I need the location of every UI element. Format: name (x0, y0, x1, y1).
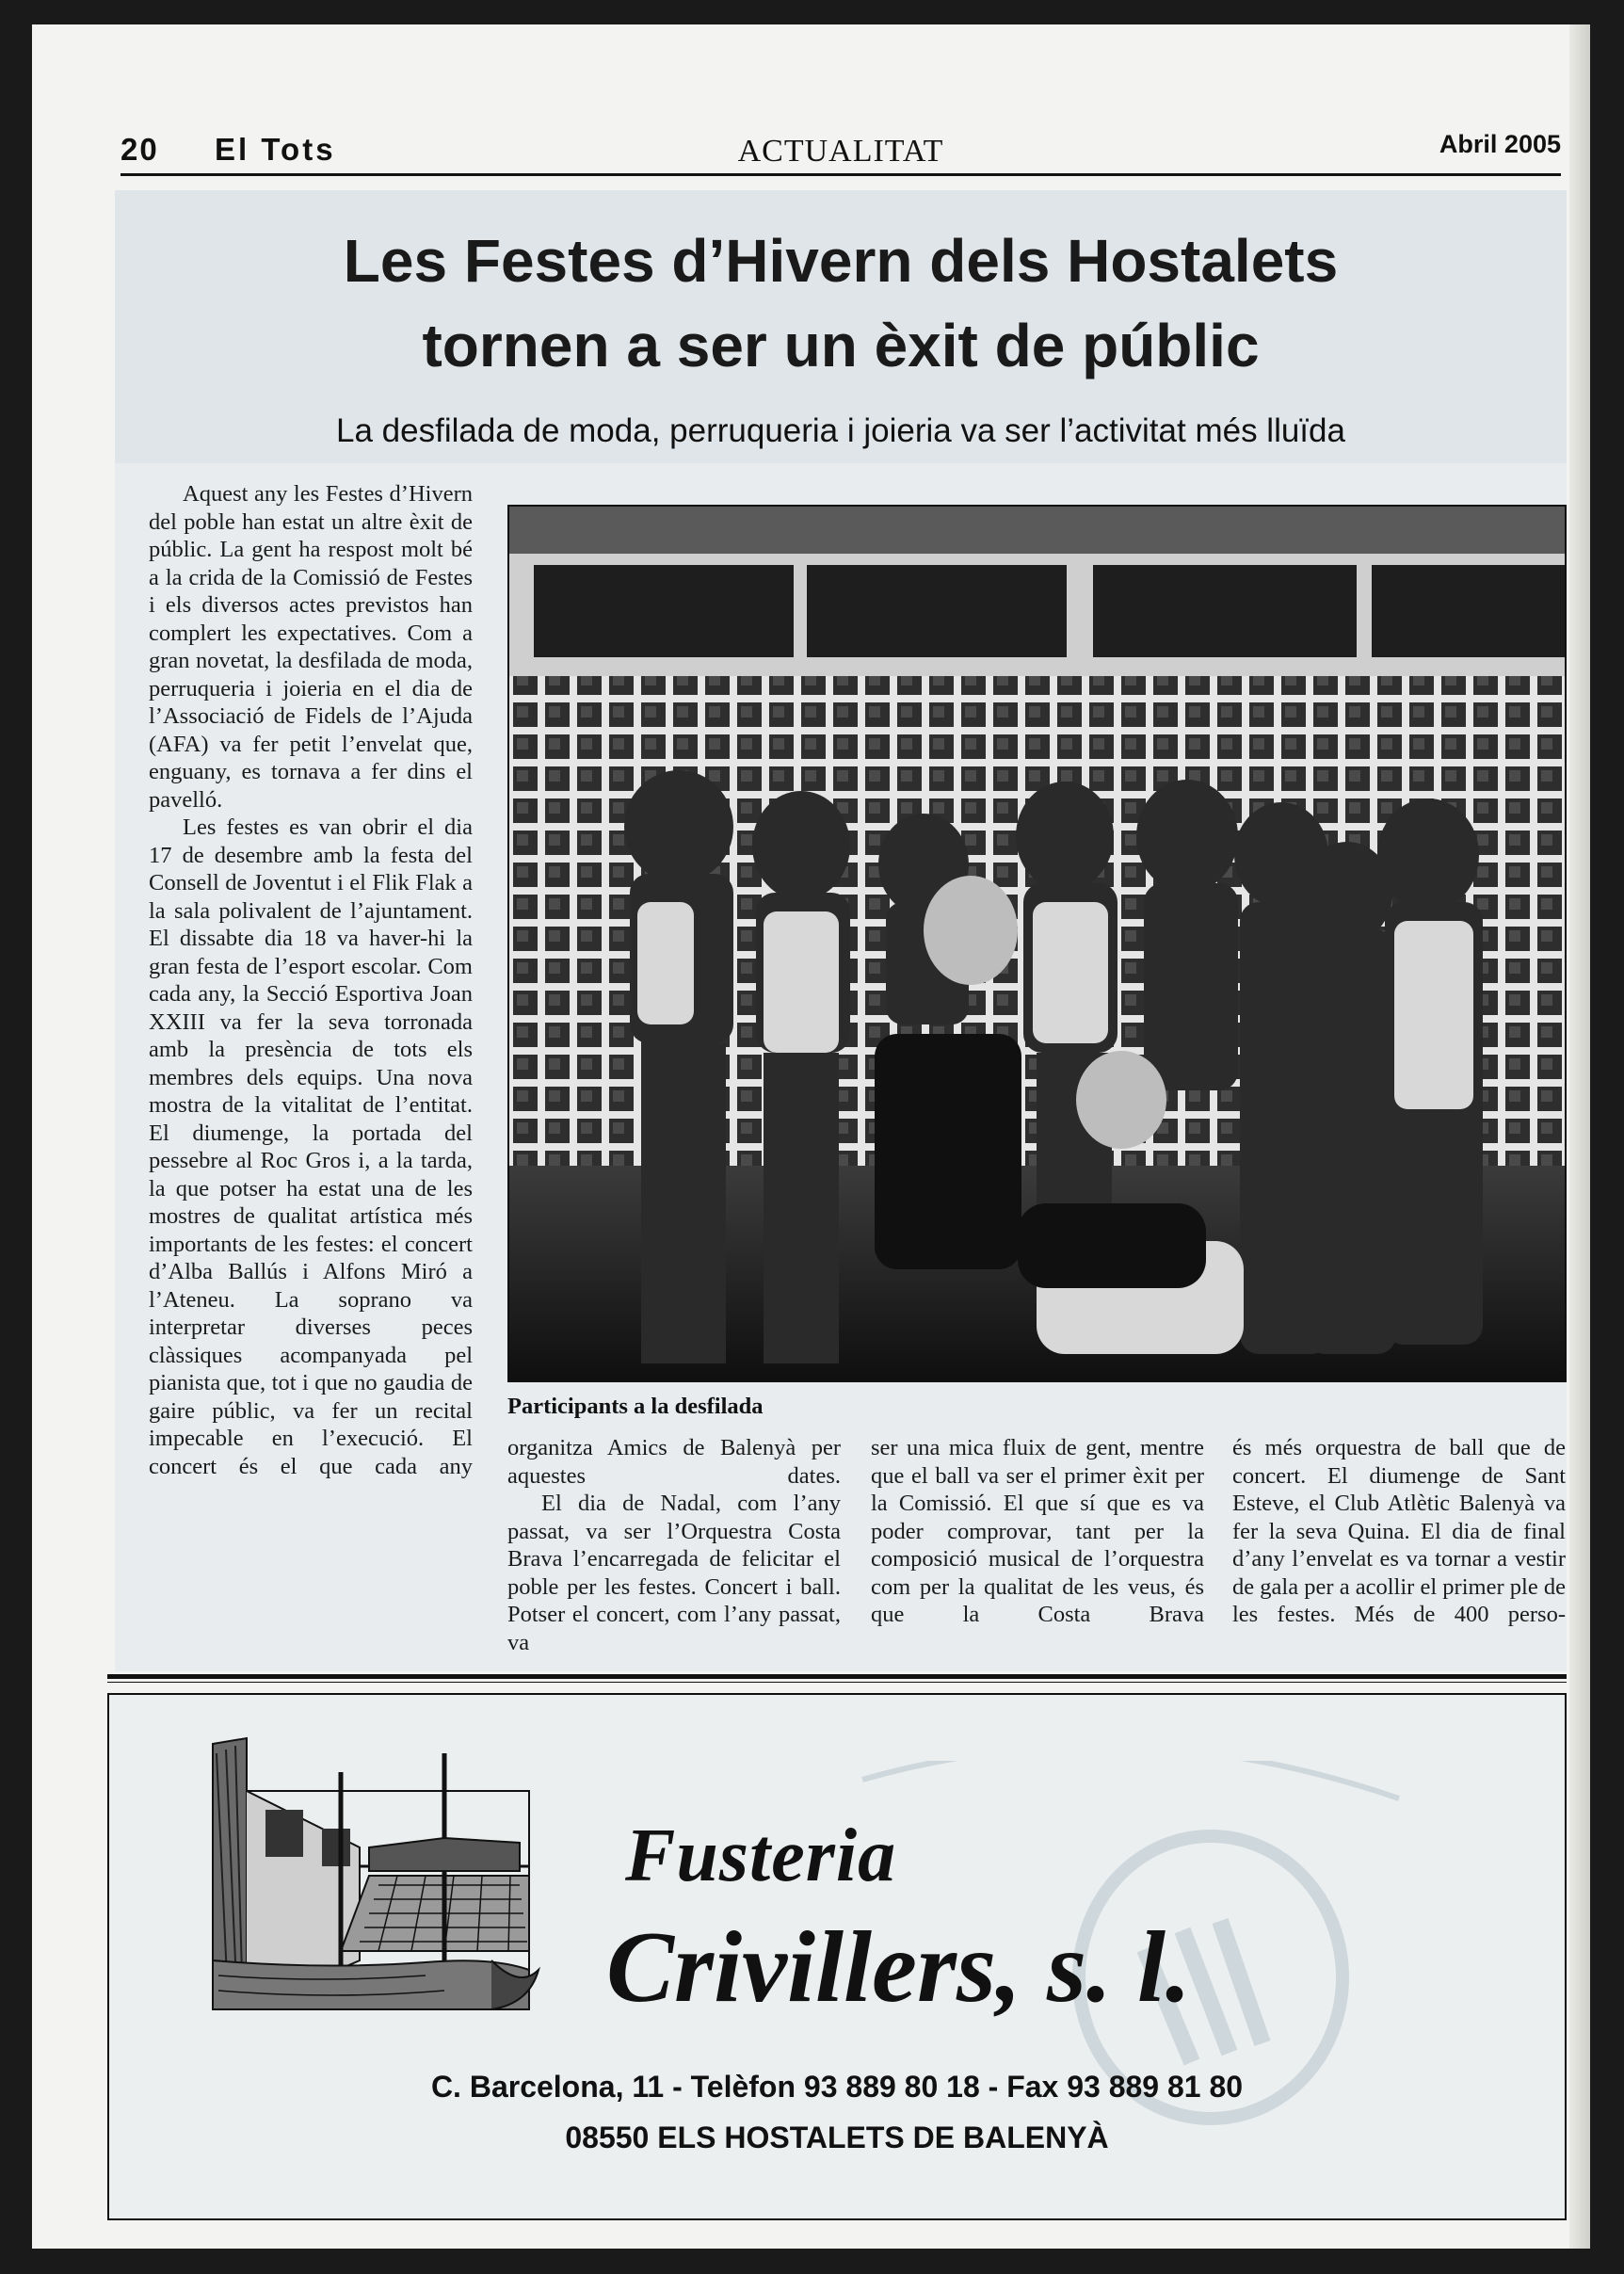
newspaper-page (32, 24, 1590, 2249)
advertisement (107, 1693, 1567, 2220)
ad-separator-hairline (107, 1682, 1567, 1683)
article-photo (507, 505, 1567, 1382)
running-header (121, 107, 1561, 173)
article-body (115, 463, 1567, 1671)
header-rule (121, 173, 1561, 176)
advertiser-address: C. Barcelona, 11 - Telèfon 93 889 80 18 - Fax 93 889 81 80 (430, 2070, 1244, 2104)
advertiser-name-line-2: Crivillers, s. l. (606, 1911, 1192, 2024)
text-column-4 (1232, 1434, 1566, 1629)
article-subheadline: La desfilada de moda, perruqueria i joieria va ser l’activitat més lluïda (336, 412, 1345, 449)
headline-line-2: tornen a ser un èxit de públic (422, 312, 1260, 379)
page-number: 20 (121, 132, 159, 167)
paragraph: El dia de Nadal, com l’any passat, va ser l’Orquestra Costa Brava l’encarregada de felicitar el poble per les festes. Concert i ball. Potser el concert, com l’any passat, va (507, 1491, 841, 1655)
group-photo-image (509, 507, 1565, 1380)
text-column-1 (149, 480, 473, 1667)
advertiser-name-line-1: Fusteria (625, 1814, 897, 1897)
paragraph: Les festes es van obrir el dia 17 de desembre amb la festa del Consell de Joventut i el Flik Flak a la sala polivalent de l’ajuntament. El dissabte dia 18 va haver-hi la gran festa de l’esport escolar. Com cada any, la Secció Esportiva Joan XXIII va fer la seva torronada amb la presència de tots els membres dels equips. Una nova mostra de la vitalitat de l’entitat. El diumenge, la portada del pessebre al Roc Gros i, a la tarda, la que potser ha estat una de les mostres de qualitat artística més importants de les festes: el concert d’Alba Ballús i Alfons Miró a l’Ateneu. La soprano va interpretar diverses peces clàssiques acompanyada pel pianista que, tot i que no gaudia de gaire públic, va fer un recital impecable en l’execució. El concert és el que cada any (149, 814, 473, 1479)
text-column-3 (871, 1434, 1204, 1629)
ad-separator-rule (107, 1674, 1567, 1679)
section-title: ACTUALITAT (737, 134, 944, 169)
headline-line-1: Les Festes d’Hivern dels Hostalets (343, 227, 1339, 295)
advertiser-city: 08550 ELS HOSTALETS DE BALENYÀ (565, 2121, 1109, 2154)
article-headline (115, 218, 1567, 388)
publication-name: El Tots (215, 132, 336, 167)
photo-caption: Participants a la desfilada (507, 1394, 764, 1419)
paragraph: ser una mica fluix de gent, mentre que el ball va ser el primer èxit per la Comissió. El que sí que es va poder comprovar, tant per la composició musical de l’orquestra com per la qualitat de les veus, és que la Costa Brava (871, 1435, 1204, 1627)
issue-date: Abril 2005 (1439, 130, 1561, 158)
page-spine (1569, 24, 1590, 2249)
text-column-2 (507, 1434, 841, 1656)
paragraph: organitza Amics de Balenyà per aquestes dates. (507, 1435, 841, 1489)
paragraph: Aquest any les Festes d’Hivern del poble han estat un altre èxit de públic. La gent ha respost molt bé a la crida de la Comissió de Festes i els diversos actes previstos han complert les expectatives. Com a gran novetat, la desfilada de moda, perruqueria i joieria en el dia de l’Associació de Fidels de l’Ajuda (AFA) va fer petit l’envelat que, enguany, es tornava a fer dins el pavelló. (149, 481, 473, 813)
headline-block (115, 190, 1567, 463)
paragraph: és més orquestra de ball que de concert. El diumenge de Sant Esteve, el Club Atlètic Balenyà va fer la seva Quina. El dia de final d’any l’envelat es va tornar a vestir de gala per a acollir el primer ple de les festes. Més de 400 perso- (1232, 1435, 1566, 1627)
carpentry-workshop-icon (209, 1734, 548, 2017)
